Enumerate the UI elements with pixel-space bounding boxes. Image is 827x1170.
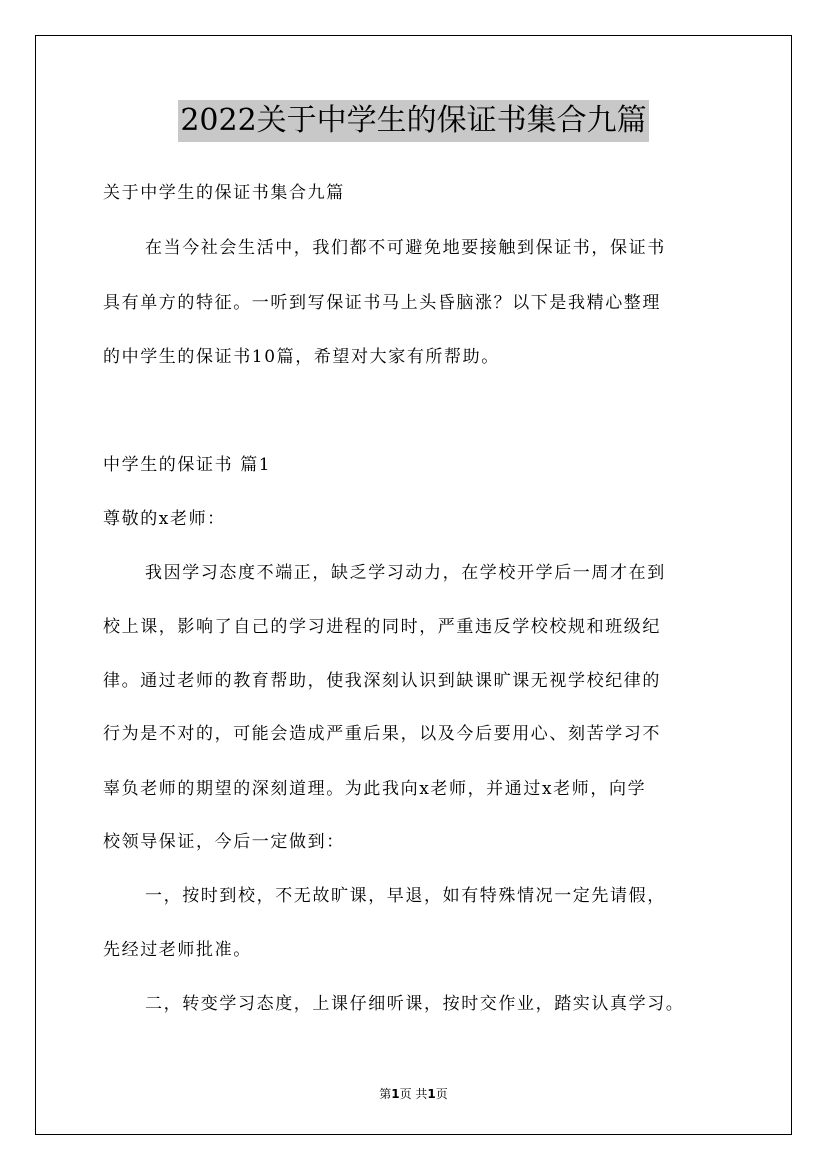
paragraph-line: 行为是不对的，可能会造成严重后果，以及今后要用心、刻苦学习不	[103, 724, 661, 744]
paragraph-line: 先经过老师批准。	[103, 940, 252, 960]
paragraph-line: 一，按时到校，不无故旷课，早退，如有特殊情况一定先请假，	[145, 886, 666, 906]
page-number-total: 1	[427, 1087, 436, 1101]
paragraph-line: 校上课，影响了自己的学习进程的同时，严重违反学校校规和班级纪	[103, 617, 661, 637]
footer-label: 页 共	[399, 1087, 428, 1101]
paragraph-line: 在当今社会生活中，我们都不可避免地要接触到保证书，保证书	[145, 238, 666, 258]
section-heading: 中学生的保证书 篇1	[103, 455, 272, 475]
subtitle-line: 关于中学生的保证书集合九篇	[103, 183, 345, 203]
paragraph-line: 校领导保证，今后一定做到：	[103, 832, 345, 852]
paragraph-line: 辜负老师的期望的深刻道理。为此我向x老师，并通过x老师，向学	[103, 779, 647, 799]
footer-label: 第	[379, 1087, 392, 1101]
salutation-line: 尊敬的x老师：	[103, 509, 226, 529]
paragraph-line: 律。通过老师的教育帮助，使我深刻认识到缺课旷课无视学校纪律的	[103, 671, 661, 691]
paragraph-line: 的中学生的保证书10篇，希望对大家有所帮助。	[103, 347, 500, 367]
paragraph-line: 二，转变学习态度，上课仔细听课，按时交作业，踏实认真学习。	[145, 994, 685, 1014]
page-number-current: 1	[391, 1087, 400, 1101]
footer-label: 页	[435, 1087, 448, 1101]
title-container	[0, 100, 827, 142]
paragraph-line: 具有单方的特征。一听到写保证书马上头昏脑涨？以下是我精心整理	[103, 293, 661, 313]
paragraph-line: 我因学习态度不端正，缺乏学习动力，在学校开学后一周才在到	[145, 563, 666, 583]
page-footer	[0, 1086, 827, 1102]
document-title: 2022关于中学生的保证书集合九篇	[178, 100, 648, 142]
